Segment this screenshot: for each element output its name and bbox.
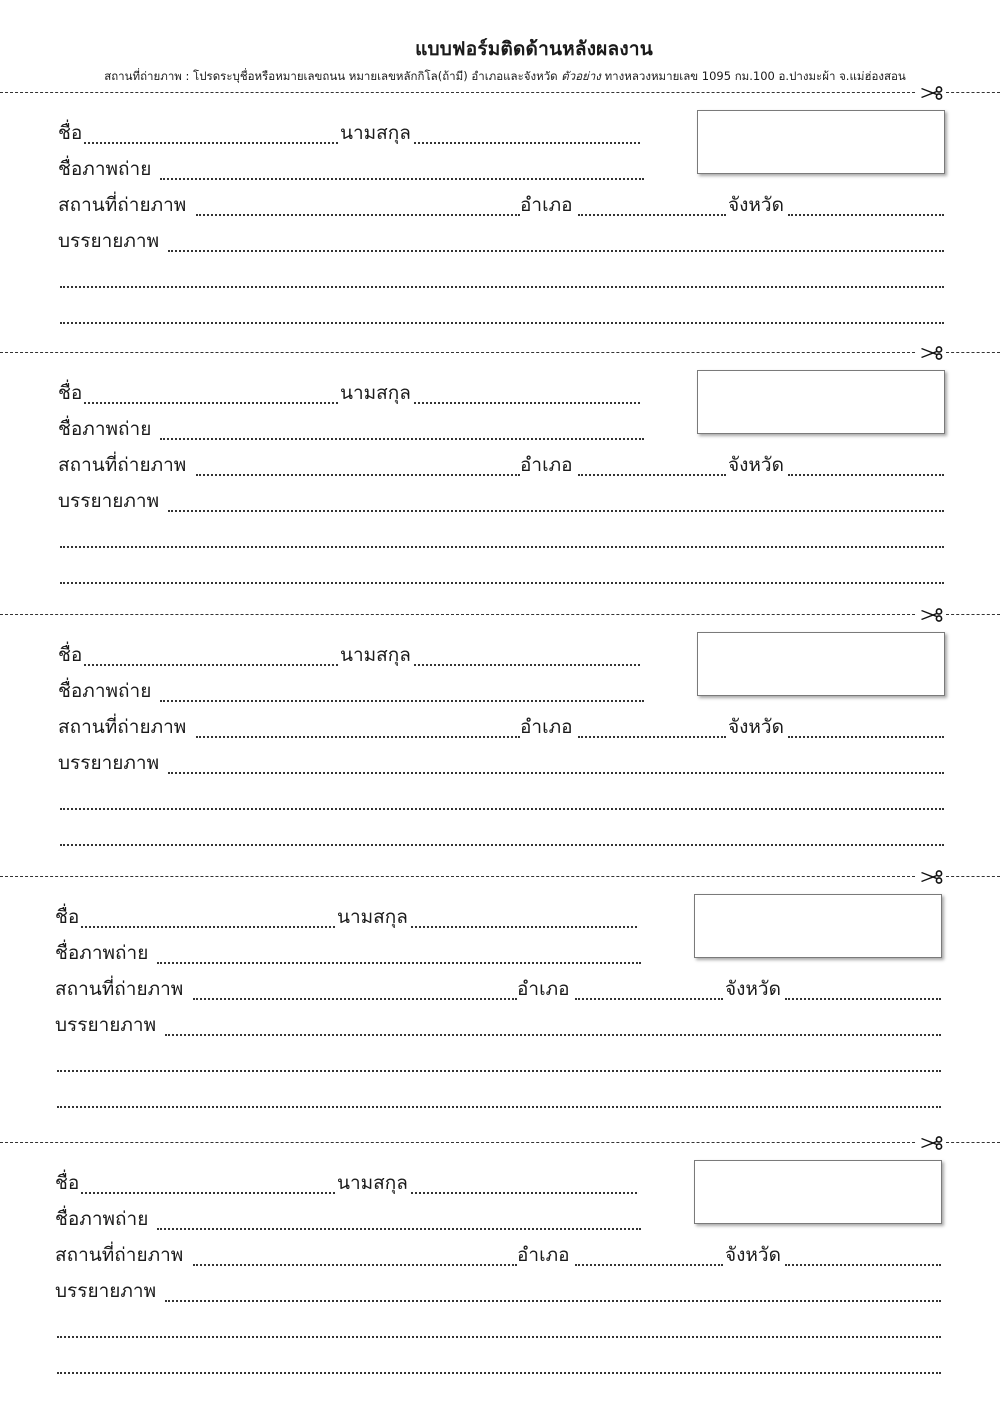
- dotted-fill-line[interactable]: [414, 644, 640, 666]
- dotted-fill-line[interactable]: [414, 122, 640, 144]
- entry-form-section: [0, 110, 1000, 350]
- form-title: แบบฟอร์มติดด้านหลังผลงาน: [415, 38, 653, 60]
- location-label: สถานที่ถ่ายภาพ: [58, 194, 187, 216]
- cut-line-dash: [0, 614, 915, 615]
- cut-line-dash: [0, 352, 915, 353]
- entry-form-section: [0, 632, 1000, 872]
- dotted-fill-line[interactable]: [193, 978, 517, 1000]
- dotted-fill-line[interactable]: [411, 1172, 637, 1194]
- dotted-fill-line[interactable]: [160, 158, 644, 180]
- dotted-fill-line[interactable]: [578, 716, 726, 738]
- dotted-fill-line[interactable]: [168, 490, 944, 512]
- scissors-icon: [918, 1135, 944, 1149]
- cut-line-dash: [946, 1142, 1000, 1143]
- photo-attachment-box[interactable]: [697, 632, 945, 696]
- dotted-fill-line[interactable]: [84, 122, 338, 144]
- dotted-fill-line[interactable]: [160, 680, 644, 702]
- photo-attachment-box[interactable]: [694, 1160, 942, 1224]
- last-name-label: นามสกุล: [337, 906, 408, 928]
- dotted-fill-line[interactable]: [193, 1244, 517, 1266]
- dotted-fill-line[interactable]: [785, 978, 941, 1000]
- dotted-fill-line[interactable]: [578, 454, 726, 476]
- photo-name-label: ชื่อภาพถ่าย: [55, 942, 149, 964]
- district-label: อำเภอ: [520, 194, 573, 216]
- dotted-fill-line[interactable]: [788, 454, 944, 476]
- district-label: อำเภอ: [517, 1244, 570, 1266]
- dotted-fill-line[interactable]: [414, 382, 640, 404]
- dotted-fill-line[interactable]: [60, 824, 944, 846]
- dotted-fill-line[interactable]: [411, 906, 637, 928]
- dotted-fill-line[interactable]: [788, 194, 944, 216]
- location-label: สถานที่ถ่ายภาพ: [58, 454, 187, 476]
- dotted-fill-line[interactable]: [196, 454, 520, 476]
- last-name-label: นามสกุล: [337, 1172, 408, 1194]
- location-label: สถานที่ถ่ายภาพ: [55, 1244, 184, 1266]
- scissors-icon: [918, 345, 944, 359]
- province-label: จังหวัด: [728, 194, 784, 216]
- dotted-fill-line[interactable]: [578, 194, 726, 216]
- photo-name-label: ชื่อภาพถ่าย: [58, 418, 152, 440]
- dotted-fill-line[interactable]: [57, 1352, 941, 1374]
- cut-line: [0, 86, 1000, 100]
- dotted-fill-line[interactable]: [57, 1050, 941, 1072]
- last-name-label: นามสกุล: [340, 382, 411, 404]
- dotted-fill-line[interactable]: [60, 302, 944, 324]
- last-name-label: นามสกุล: [340, 644, 411, 666]
- cut-line: [0, 1136, 1000, 1150]
- dotted-fill-line[interactable]: [60, 788, 944, 810]
- dotted-fill-line[interactable]: [196, 194, 520, 216]
- scissors-icon: [918, 607, 944, 621]
- photo-attachment-box[interactable]: [694, 894, 942, 958]
- cut-line: [0, 870, 1000, 884]
- district-label: อำเภอ: [520, 716, 573, 738]
- dotted-fill-line[interactable]: [81, 1172, 335, 1194]
- dotted-fill-line[interactable]: [196, 716, 520, 738]
- dotted-fill-line[interactable]: [60, 526, 944, 548]
- dotted-fill-line[interactable]: [81, 906, 335, 928]
- province-label: จังหวัด: [728, 454, 784, 476]
- cut-line: [0, 608, 1000, 622]
- description-label: บรรยายภาพ: [55, 1014, 157, 1036]
- cut-line-dash: [0, 92, 915, 93]
- dotted-fill-line[interactable]: [575, 978, 723, 1000]
- photo-name-label: ชื่อภาพถ่าย: [58, 158, 152, 180]
- district-label: อำเภอ: [520, 454, 573, 476]
- province-label: จังหวัด: [728, 716, 784, 738]
- dotted-fill-line[interactable]: [165, 1280, 941, 1302]
- dotted-fill-line[interactable]: [165, 1014, 941, 1036]
- last-name-label: นามสกุล: [340, 122, 411, 144]
- first-name-label: ชื่อ: [55, 906, 80, 928]
- instruction-text: สถานที่ถ่ายภาพ : โปรดระบุชื่อหรือหมายเลขถนน หมายเลขหลักกิโล(ถ้ามี) อำเภอและจังหวัด: [104, 69, 558, 83]
- scissors-icon: [918, 85, 944, 99]
- location-label: สถานที่ถ่ายภาพ: [58, 716, 187, 738]
- district-label: อำเภอ: [517, 978, 570, 1000]
- province-label: จังหวัด: [725, 1244, 781, 1266]
- scissors-icon: [918, 869, 944, 883]
- instruction-example-label: ตัวอย่าง: [561, 69, 601, 83]
- first-name-label: ชื่อ: [55, 1172, 80, 1194]
- dotted-fill-line[interactable]: [84, 382, 338, 404]
- dotted-fill-line[interactable]: [57, 1086, 941, 1108]
- entry-form-section: [0, 1160, 1000, 1400]
- dotted-fill-line[interactable]: [57, 1316, 941, 1338]
- photo-attachment-box[interactable]: [697, 370, 945, 434]
- cut-line-dash: [946, 352, 1000, 353]
- description-label: บรรยายภาพ: [55, 1280, 157, 1302]
- dotted-fill-line[interactable]: [157, 1208, 641, 1230]
- dotted-fill-line[interactable]: [785, 1244, 941, 1266]
- dotted-fill-line[interactable]: [160, 418, 644, 440]
- province-label: จังหวัด: [725, 978, 781, 1000]
- dotted-fill-line[interactable]: [157, 942, 641, 964]
- description-label: บรรยายภาพ: [58, 490, 160, 512]
- cut-line-dash: [946, 614, 1000, 615]
- photo-name-label: ชื่อภาพถ่าย: [55, 1208, 149, 1230]
- dotted-fill-line[interactable]: [60, 266, 944, 288]
- cut-line-dash: [0, 876, 915, 877]
- cut-line-dash: [0, 1142, 915, 1143]
- first-name-label: ชื่อ: [58, 644, 83, 666]
- location-label: สถานที่ถ่ายภาพ: [55, 978, 184, 1000]
- entry-form-section: [0, 370, 1000, 610]
- dotted-fill-line[interactable]: [788, 716, 944, 738]
- dotted-fill-line[interactable]: [84, 644, 338, 666]
- photo-name-label: ชื่อภาพถ่าย: [58, 680, 152, 702]
- cut-line: [0, 346, 1000, 360]
- first-name-label: ชื่อ: [58, 122, 83, 144]
- dotted-fill-line[interactable]: [60, 562, 944, 584]
- cut-line-dash: [946, 92, 1000, 93]
- entry-form-section: [0, 894, 1000, 1134]
- description-label: บรรยายภาพ: [58, 752, 160, 774]
- instruction-example-text: ทางหลวงหมายเลข 1095 กม.100 อ.ปางมะผ้า จ.แม่ฮ่องสอน: [604, 69, 906, 83]
- dotted-fill-line[interactable]: [575, 1244, 723, 1266]
- dotted-fill-line[interactable]: [168, 230, 944, 252]
- photo-attachment-box[interactable]: [697, 110, 945, 174]
- dotted-fill-line[interactable]: [168, 752, 944, 774]
- cut-line-dash: [946, 876, 1000, 877]
- location-instruction: [10, 68, 1000, 86]
- first-name-label: ชื่อ: [58, 382, 83, 404]
- description-label: บรรยายภาพ: [58, 230, 160, 252]
